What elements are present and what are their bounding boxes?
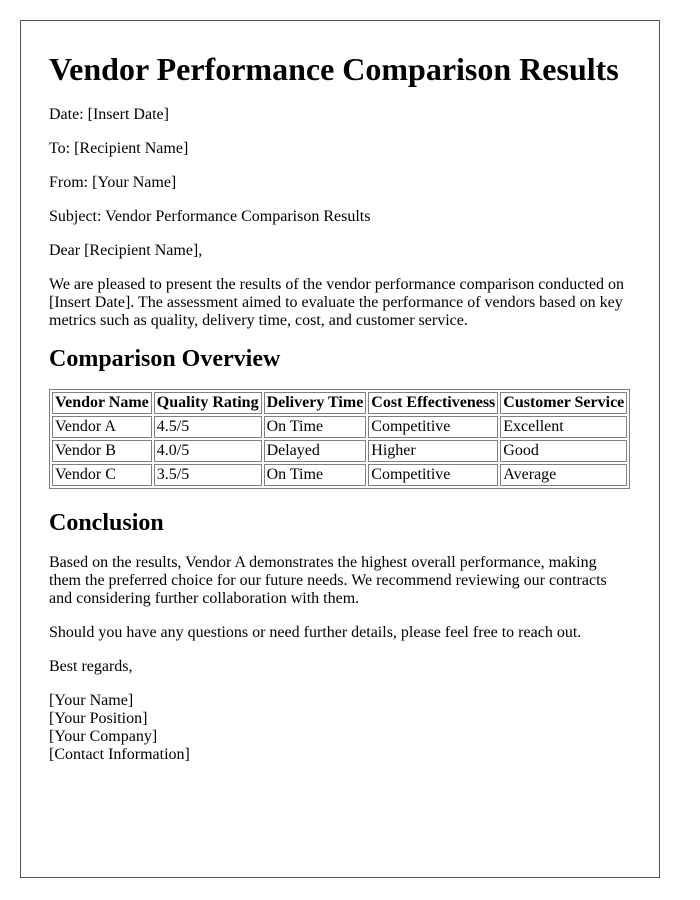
from-line: From: [Your Name] <box>49 174 177 191</box>
subject-line: Subject: Vendor Performance Comparison Results <box>49 208 371 225</box>
table-cell: Average <box>500 464 627 486</box>
salutation: Dear [Recipient Name], <box>49 242 203 259</box>
table-cell: Vendor C <box>52 464 152 486</box>
table-cell: Vendor B <box>52 440 152 462</box>
followup-paragraph: Should you have any questions or need further details, please feel free to reach out. <box>49 624 582 641</box>
column-header: Quality Rating <box>154 392 262 414</box>
overview-heading: Comparison Overview <box>49 346 281 372</box>
signature-block <box>49 692 631 764</box>
table-cell: Good <box>500 440 627 462</box>
table-cell: Delayed <box>264 440 367 462</box>
closing-line: Best regards, <box>49 658 133 675</box>
signature-contact: [Contact Information] <box>49 746 190 763</box>
table-header-row <box>52 392 627 414</box>
comparison-table <box>49 389 630 489</box>
table-cell: On Time <box>264 416 367 438</box>
intro-paragraph: We are pleased to present the results of the vendor performance comparison conducted on [Insert Date]. The assessment aimed to evaluate the performance of vendors based on key metrics such as quality, delivery time, cost, and customer service. <box>49 276 624 329</box>
column-header: Cost Effectiveness <box>368 392 498 414</box>
table-row <box>52 416 627 438</box>
letter-document <box>20 20 660 878</box>
table-row <box>52 464 627 486</box>
table-cell: Excellent <box>500 416 627 438</box>
table-cell: On Time <box>264 464 367 486</box>
table-row <box>52 440 627 462</box>
column-header: Customer Service <box>500 392 627 414</box>
signature-name: [Your Name] <box>49 692 134 709</box>
column-header: Delivery Time <box>264 392 367 414</box>
signature-position: [Your Position] <box>49 710 148 727</box>
table-cell: 3.5/5 <box>154 464 262 486</box>
table-cell: Higher <box>368 440 498 462</box>
table-cell: 4.5/5 <box>154 416 262 438</box>
table-cell: Vendor A <box>52 416 152 438</box>
table-cell: Competitive <box>368 464 498 486</box>
conclusion-heading: Conclusion <box>49 510 164 536</box>
date-line: Date: [Insert Date] <box>49 106 169 123</box>
page-title: Vendor Performance Comparison Results <box>49 51 619 87</box>
column-header: Vendor Name <box>52 392 152 414</box>
table-cell: Competitive <box>368 416 498 438</box>
signature-company: [Your Company] <box>49 728 158 745</box>
to-line: To: [Recipient Name] <box>49 140 189 157</box>
table-cell: 4.0/5 <box>154 440 262 462</box>
conclusion-paragraph: Based on the results, Vendor A demonstrates the highest overall performance, making them the preferred choice for our future needs. We recommend reviewing our contracts and considering further collaboration with them. <box>49 554 607 607</box>
